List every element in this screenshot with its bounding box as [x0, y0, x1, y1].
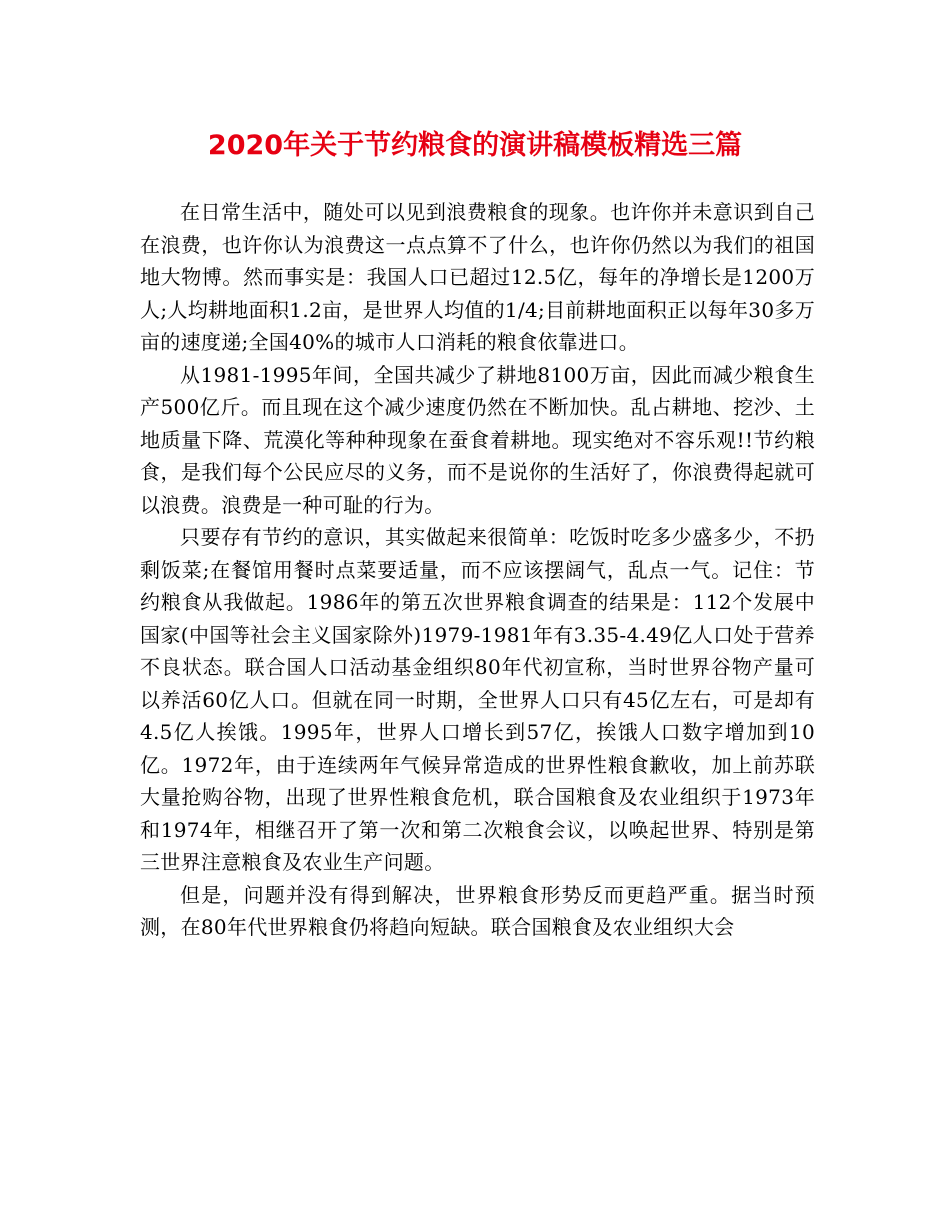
paragraph: 在日常生活中，随处可以见到浪费粮食的现象。也许你并未意识到自己在浪费，也许你认为浪费这一点点算不了什么，也许你仍然以为我们的祖国地大物博。然而事实是：我国人口已超过12.5亿，每年的净增长是1200万人;人均耕地面积1.2亩，是世界人均值的1/4;目前耕地面积正以每年30多万亩的速度递;全国40%的城市人口消耗的粮食依靠进口。 — [140, 200, 815, 354]
paragraph: 只要存有节约的意识，其实做起来很简单：吃饭时吃多少盛多少，不扔剩饭菜;在餐馆用餐时点菜要适量，而不应该摆阔气，乱点一气。记住：节约粮食从我做起。1986年的第五次世界粮食调查的结果是：112个发展中国家(中国等社会主义国家除外)1979-1981年有3.35-4.49亿人口处于营养不良状态。联合国人口活动基金组织80年代初宣称，当时世界谷物产量可以养活60亿人口。但就在同一时期，全世界人口只有45亿左右，可是却有4.5亿人挨饿。1995年，世界人口增长到57亿，挨饿人口数字增加到10亿。1972年，由于连续两年气候异常造成的世界性粮食歉收，加上前苏联大量抢购谷物，出现了世界性粮食危机，联合国粮食及农业组织于1973年和1974年，相继召开了第一次和第二次粮食会议，以唤起世界、特别是第三世界注意粮食及农业生产问题。 — [140, 525, 815, 874]
paragraph: 从1981-1995年间，全国共减少了耕地8100万亩，因此而减少粮食生产500亿斤。而且现在这个减少速度仍然在不断加快。乱占耕地、挖沙、土地质量下降、荒漠化等种种现象在蚕食着耕地。现实绝对不容乐观!!节约粮食，是我们每个公民应尽的义务，而不是说你的生活好了，你浪费得起就可以浪费。浪费是一种可耻的行为。 — [140, 362, 815, 517]
paragraph: 但是，问题并没有得到解决，世界粮食形势反而更趋严重。据当时预测，在80年代世界粮食仍将趋向短缺。联合国粮食及农业组织大会 — [140, 882, 815, 939]
document-title: 2020年关于节约粮食的演讲稿模板精选三篇 — [207, 130, 743, 161]
document-body — [140, 196, 815, 944]
